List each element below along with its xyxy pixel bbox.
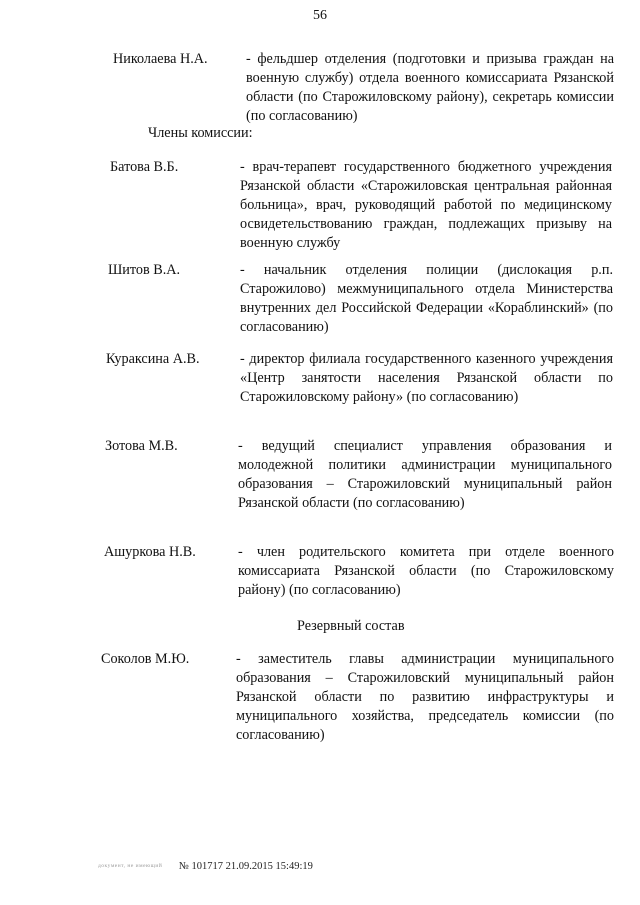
member-desc-shitov: - начальник отделения полиции (дислокация р.п. Старожилово) межмуниципального отдела Министерства внутренних дел Российской Федерации «Кораблинский» (по согласованию)	[240, 262, 613, 335]
reserve-desc-sokolov: - заместитель главы администрации муниципального образования – Старожиловский муниципальный район Рязанской области по развитию инфраструктуры и муниципального хозяйства, председатель комиссии (по согласованию)	[236, 651, 614, 743]
member-name-shitov: Шитов В.А.	[108, 262, 181, 278]
member-name-zotova: Зотова М.В.	[105, 438, 178, 454]
member-name-ashurkova: Ашуркова Н.В.	[104, 544, 196, 560]
reserve-name-sokolov: Соколов М.Ю.	[101, 651, 190, 667]
reserve-heading: Резервный состав	[297, 618, 405, 634]
member-desc-zotova: - ведущий специалист управления образования и молодежной политики администрации муниципального образования – Старожиловский муниципальный район Рязанской области (по согласованию)	[238, 438, 612, 511]
member-name-kuraksina: Кураксина А.В.	[106, 351, 200, 367]
entry-desc-nikolaeva: - фельдшер отделения (подготовки и призыва граждан на военную службу) отдела военного комиссариата Рязанской области (по Старожиловскому району), секретарь комиссии (по согласованию)	[246, 51, 614, 124]
member-desc-batova: - врач-терапевт государственного бюджетного учреждения Рязанской области «Старожиловская центральная районная больница», врач, руководящий работой по медицинскому освидетельствованию граждан, подлежащих призыву на военную службу	[240, 159, 612, 251]
registration-stamp: № 101717 21.09.2015 15:49:19	[178, 861, 313, 872]
member-desc-kuraksina: - директор филиала государственного казенного учреждения «Центр занятости населения Рязанской области по Старожиловскому району» (по согласованию)	[240, 351, 613, 405]
member-name-batova: Батова В.Б.	[110, 159, 179, 175]
entry-name-nikolaeva: Николаева Н.А.	[113, 51, 208, 67]
faint-stamp-text: документ, не имеющий	[98, 863, 163, 870]
page-number: 56	[313, 8, 327, 23]
member-desc-ashurkova: - член родительского комитета при отделе военного комиссариата Рязанской области (по Старожиловскому району) (по согласованию)	[238, 544, 614, 598]
document-stamp	[98, 857, 313, 876]
members-heading: Члены комиссии:	[148, 125, 253, 141]
